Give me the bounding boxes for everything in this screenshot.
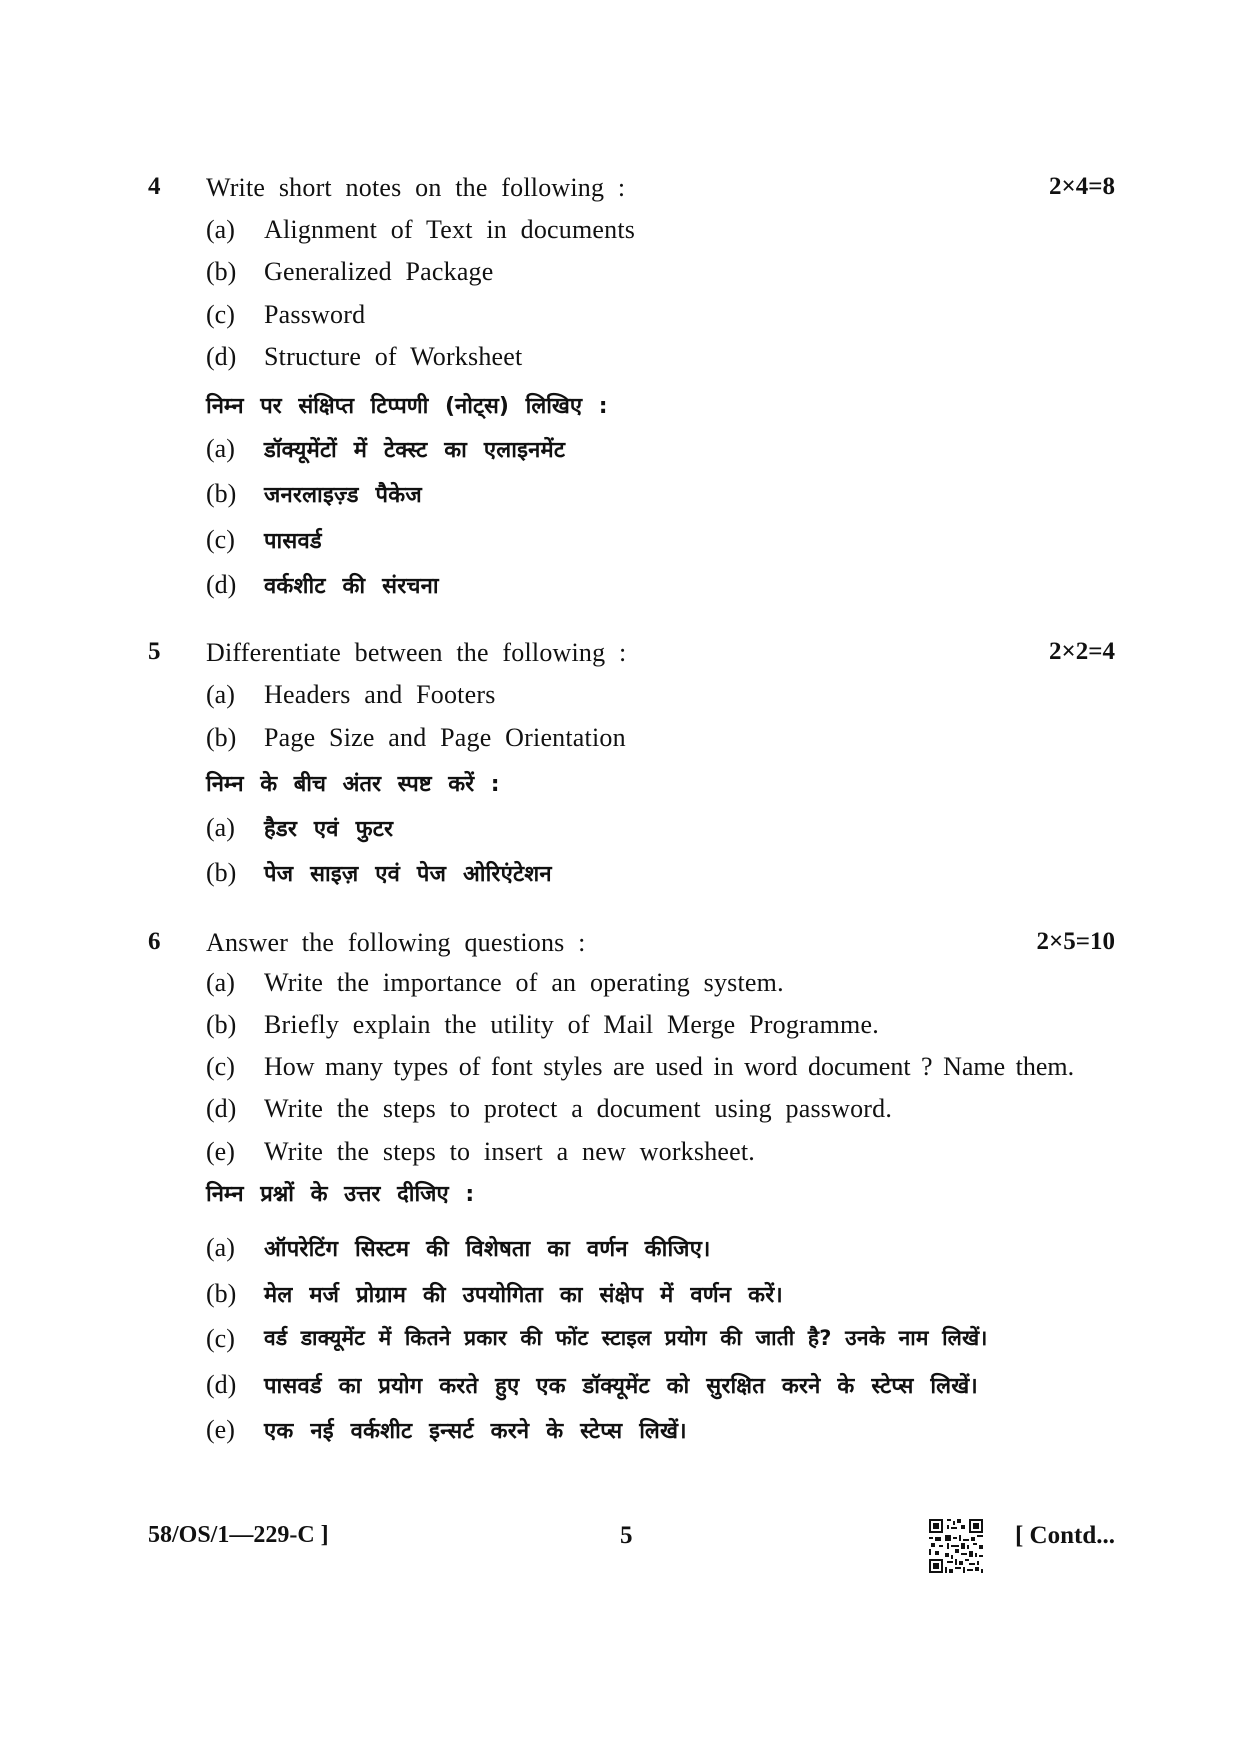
- item-text: Password: [264, 300, 366, 329]
- list-item: [0, 479, 1240, 519]
- item-text: How many types of font styles are used in word document ? Name them.: [264, 1052, 1075, 1081]
- item-text: पासवर्ड का प्रयोग करते हुए एक डॉक्यूमेंट को सुरक्षित करने के स्टेप्स लिखें।: [264, 1374, 978, 1399]
- item-text: Write the importance of an operating system.: [264, 968, 784, 997]
- list-item: [0, 813, 1240, 853]
- list-item: [0, 525, 1240, 565]
- item-text: Structure of Worksheet: [264, 342, 523, 371]
- list-item: [0, 1094, 1240, 1134]
- item-label: (a): [206, 813, 235, 842]
- question-4-header: [0, 173, 1240, 213]
- list-item: [0, 858, 1240, 898]
- list-item: [0, 680, 1240, 720]
- question-5-header: [0, 638, 1240, 678]
- item-label: (a): [206, 680, 235, 709]
- item-label: (b): [206, 723, 237, 752]
- list-item: [0, 570, 1240, 610]
- item-text: Write the steps to protect a document using password.: [264, 1094, 893, 1123]
- item-label: (a): [206, 1233, 235, 1262]
- item-label: (b): [206, 1010, 237, 1039]
- list-item: [0, 434, 1240, 474]
- item-label: (a): [206, 434, 235, 463]
- page-number: 5: [620, 1522, 633, 1549]
- hindi-heading: निम्न के बीच अंतर स्पष्ट करें :: [206, 772, 500, 797]
- paper-code: 58/OS/1—229-C ]: [148, 1522, 329, 1548]
- item-text: Briefly explain the utility of Mail Merge Programme.: [264, 1010, 879, 1039]
- item-text: वर्ड डाक्यूमेंट में कितने प्रकार की फोंट स्टाइल प्रयोग की जाती है? उनके नाम लिखें।: [264, 1326, 988, 1350]
- list-item: [0, 1233, 1240, 1273]
- item-text: पेज साइज़ एवं पेज ओरिएंटेशन: [264, 862, 552, 887]
- item-label: (d): [206, 1094, 237, 1123]
- item-label: (c): [206, 1324, 235, 1353]
- list-item: [0, 342, 1240, 382]
- item-text: Page Size and Page Orientation: [264, 723, 626, 752]
- list-item: [0, 1415, 1240, 1455]
- item-label: (a): [206, 215, 235, 244]
- item-label: (e): [206, 1137, 235, 1166]
- item-text: हैडर एवं फुटर: [264, 817, 394, 842]
- question-marks: 2×2=4: [1049, 638, 1115, 665]
- question-marks: 2×5=10: [1036, 928, 1115, 955]
- item-text: Write the steps to insert a new worksheet.: [264, 1137, 756, 1166]
- item-label: (a): [206, 968, 235, 997]
- item-label: (c): [206, 1052, 235, 1081]
- question-6-header: [0, 928, 1240, 968]
- item-text: Alignment of Text in documents: [264, 215, 636, 244]
- item-label: (c): [206, 525, 235, 554]
- hindi-heading: निम्न प्रश्नों के उत्तर दीजिए :: [206, 1182, 475, 1207]
- item-label: (b): [206, 858, 237, 887]
- question-number: 6: [148, 928, 161, 955]
- list-item: [0, 257, 1240, 297]
- list-item: [0, 968, 1240, 1008]
- question-marks: 2×4=8: [1049, 173, 1115, 200]
- item-label: (d): [206, 570, 237, 599]
- list-item: [0, 1137, 1240, 1177]
- item-text: Generalized Package: [264, 257, 494, 286]
- item-text: वर्कशीट की संरचना: [264, 574, 439, 599]
- item-text: एक नई वर्कशीट इन्सर्ट करने के स्टेप्स लिखें।: [264, 1419, 687, 1444]
- list-item: [0, 1279, 1240, 1319]
- item-text: ऑपरेटिंग सिस्टम की विशेषता का वर्णन कीजिए।: [264, 1237, 711, 1262]
- item-label: (b): [206, 1279, 237, 1308]
- question-number: 5: [148, 638, 161, 665]
- question-text: Differentiate between the following :: [206, 638, 627, 667]
- hindi-heading-row: [0, 390, 1240, 430]
- item-label: (d): [206, 1370, 237, 1399]
- question-text: Write short notes on the following :: [206, 173, 626, 202]
- page-footer: [0, 1522, 1240, 1562]
- item-label: (b): [206, 257, 237, 286]
- list-item: [0, 723, 1240, 763]
- item-text: जनरलाइज़्ड पैकेज: [264, 483, 422, 508]
- hindi-heading-row: [0, 1178, 1240, 1218]
- list-item: [0, 215, 1240, 255]
- item-label: (b): [206, 479, 237, 508]
- item-text: डॉक्यूमेंटों में टेक्स्ट का एलाइनमेंट: [264, 438, 566, 463]
- item-text: Headers and Footers: [264, 680, 496, 709]
- hindi-heading: निम्न पर संक्षिप्त टिप्पणी (नोट्स) लिखिए :: [206, 394, 608, 419]
- qr-code-icon: [929, 1519, 983, 1573]
- item-text: मेल मर्ज प्रोग्राम की उपयोगिता का संक्षेप में वर्णन करें।: [264, 1283, 783, 1308]
- list-item: [0, 1370, 1240, 1410]
- item-label: (c): [206, 300, 235, 329]
- question-text: Answer the following questions :: [206, 928, 586, 957]
- continued-label: [ Contd...: [1014, 1522, 1115, 1549]
- list-item: [0, 300, 1240, 340]
- list-item: [0, 1010, 1240, 1050]
- item-text: पासवर्ड: [264, 529, 322, 554]
- list-item: [0, 1324, 1240, 1364]
- item-label: (d): [206, 342, 237, 371]
- question-number: 4: [148, 173, 161, 200]
- item-label: (e): [206, 1415, 235, 1444]
- list-item: [0, 1052, 1240, 1092]
- hindi-heading-row: [0, 768, 1240, 808]
